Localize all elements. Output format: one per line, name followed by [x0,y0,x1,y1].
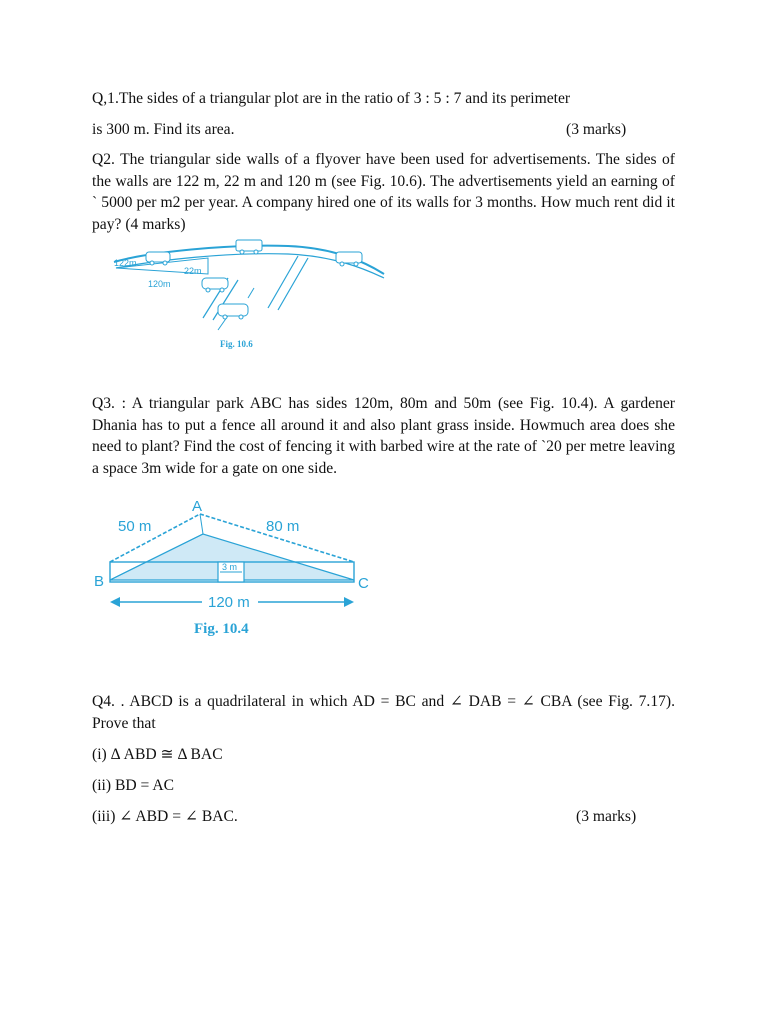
car-icon [202,278,228,292]
figure-caption: Fig. 10.6 [220,339,253,349]
bus-icon [236,240,262,254]
label-3m: 3 m [222,562,238,572]
label-122m: 122m [114,258,137,268]
car-icon [218,304,248,319]
vertex-c: C [358,575,369,592]
q3-text: Q3. : A triangular park ABC has sides 120m, 80m and 50m (see Fig. 10.4). A gardener Dhania has to put a fence all around it and also plant grass inside. Howmuch area does she need to plant? Find the cost of fencing it with barbed wire at the rate of `20 per metre leaving a space 3m wide for a gate on one side. [92,395,675,477]
q4-part-3: (iii) ∠ ABD = ∠ BAC. [92,808,238,825]
label-120m: 120 m [208,594,250,611]
triangle-park-figure [92,496,392,641]
arrow-left-icon [110,597,120,607]
q4-part-1: (i) Δ ABD ≅ Δ BAC [92,746,223,763]
label-80m: 80 m [266,518,300,535]
q4-part-2: (ii) BD = AC [92,777,175,794]
figure-caption: Fig. 10.4 [194,621,249,637]
vertex-a: A [192,498,203,515]
q2-text: Q2. The triangular side walls of a flyover have been used for advertisements. The sides of the walls are 122 m, 22 m and 120 m (see Fig. 10.6). The advertisements yield an earning of ` 5000 per m2 per year. A company hired one of its walls for 3 months. How much rent did it pay? (4 marks) [92,151,675,233]
q1-line-1: Q,1.The sides of a triangular plot are in the ratio of 3 : 5 : 7 and its perimeter [92,90,571,107]
lane-mark-1 [248,288,254,298]
label-120m: 120m [148,279,171,289]
label-50m: 50 m [118,518,152,535]
inner-line [200,514,203,534]
q1-line-2: is 300 m. Find its area. [92,121,235,138]
flyover-figure [108,238,398,348]
vertex-b: B [94,573,105,590]
q4-marks: (3 marks) [576,808,637,825]
q4-text: Q4. . ABCD is a quadrilateral in which AD = BC and ∠ DAB = ∠ CBA (see Fig. 7.17). Prove that [92,693,675,732]
q1-marks: (3 marks) [566,121,627,138]
label-22m: 22m [184,266,202,276]
arrow-right-icon [344,597,354,607]
